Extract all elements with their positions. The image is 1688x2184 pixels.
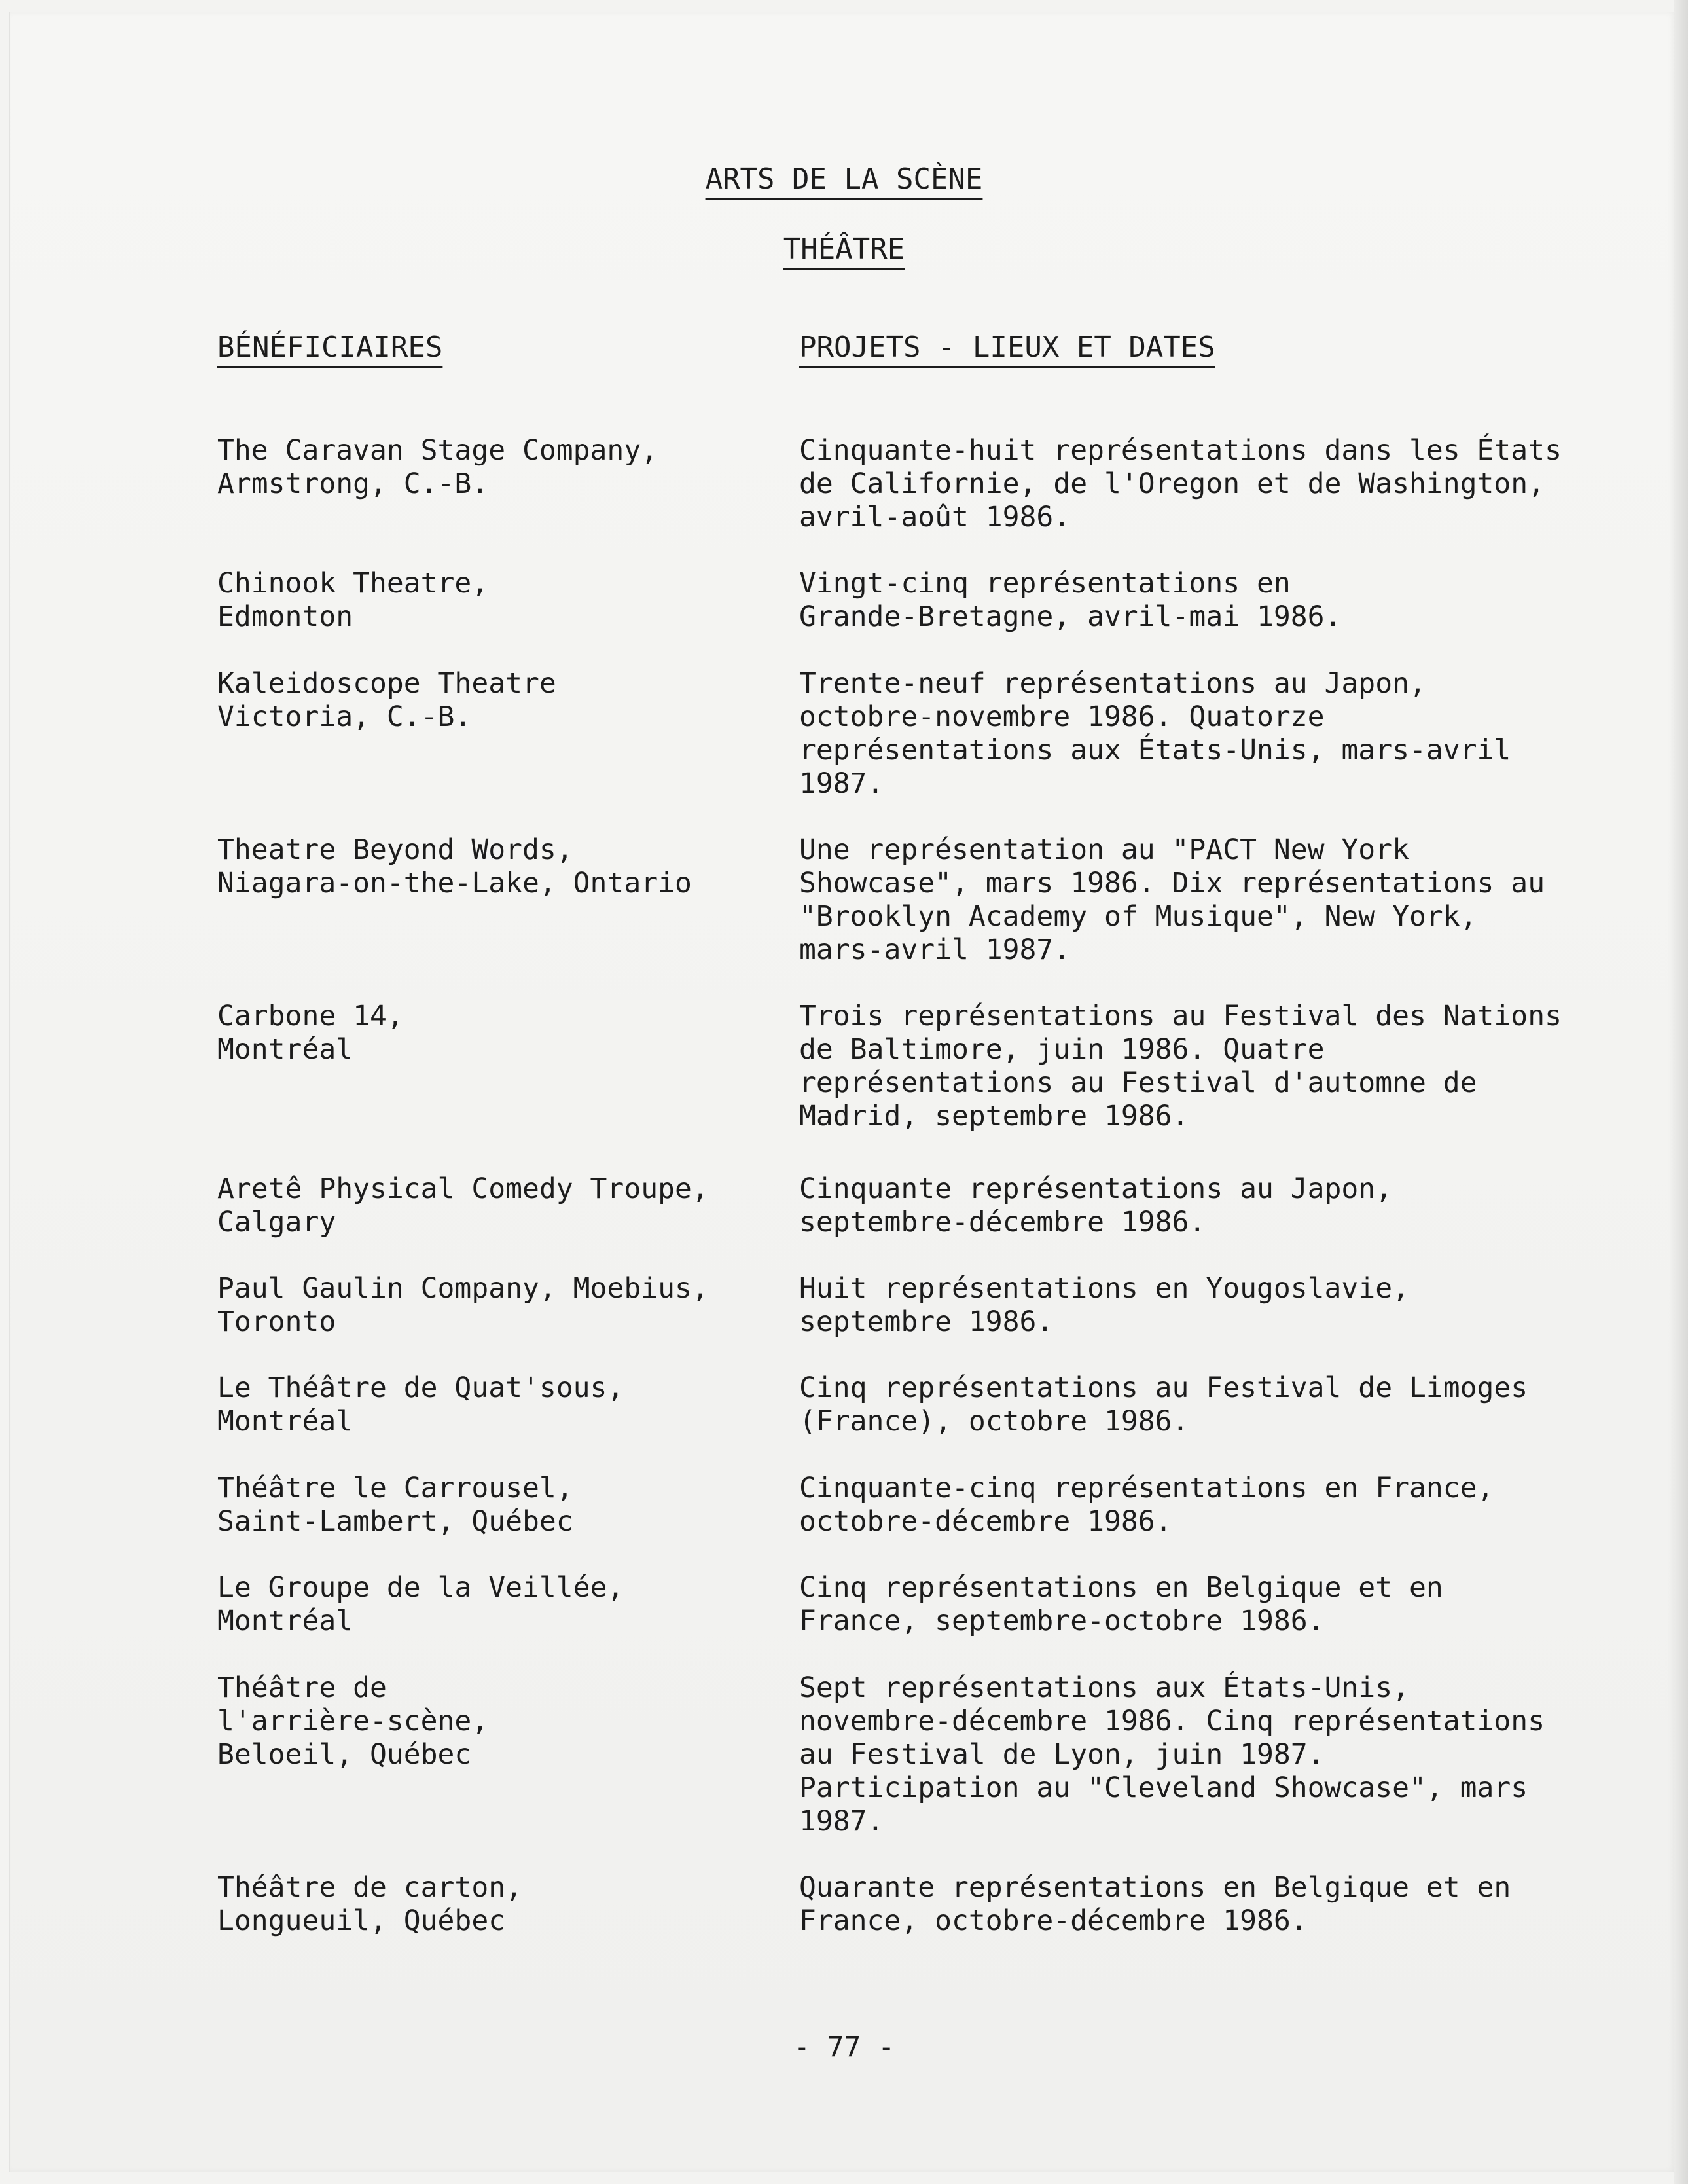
beneficiary-name: Paul Gaulin Company, Moebius, Toronto: [217, 1272, 709, 1338]
beneficiaries-header-text: BÉNÉFICIAIRES: [217, 331, 443, 364]
project-description: Huit représentations en Yougoslavie, septembre 1986.: [799, 1272, 1409, 1338]
beneficiary-name: Théâtre le Carrousel, Saint-Lambert, Québec: [217, 1472, 573, 1538]
project-description: Cinquante-cinq représentations en France, octobre-décembre 1986.: [799, 1472, 1494, 1538]
project-description: Cinquante représentations au Japon, septembre-décembre 1986.: [799, 1173, 1393, 1239]
project-description: Trente-neuf représentations au Japon, octobre-novembre 1986. Quatorze représentations aux États-Unis, mars-avril 1987.: [799, 667, 1511, 800]
beneficiary-name: The Caravan Stage Company, Armstrong, C.-B.: [217, 434, 658, 500]
projects-header: [799, 331, 1215, 364]
beneficiary-name: Kaleidoscope Theatre Victoria, C.-B.: [217, 667, 556, 733]
beneficiary-name: Théâtre de l'arrière-scène, Beloeil, Québec: [217, 1671, 489, 1771]
page-subtitle: [0, 232, 1688, 266]
page-title: [0, 162, 1688, 196]
project-description: Cinq représentations au Festival de Limoges (France), octobre 1986.: [799, 1372, 1528, 1438]
beneficiary-name: Chinook Theatre, Edmonton: [217, 567, 489, 633]
project-description: Une représentation au "PACT New York Showcase", mars 1986. Dix représentations au "Brooklyn Academy of Musique", New York, mars-avril 1987.: [799, 833, 1545, 966]
project-description: Trois représentations au Festival des Nations de Baltimore, juin 1986. Quatre représentations au Festival d'automne de Madrid, septembre 1986.: [799, 1000, 1562, 1133]
project-description: Sept représentations aux États-Unis, novembre-décembre 1986. Cinq représentations au Festival de Lyon, juin 1987. Participation au "Cleveland Showcase", mars 1987.: [799, 1671, 1545, 1838]
page-number: - 77 -: [793, 2031, 895, 2064]
project-description: Vingt-cinq représentations en Grande-Bretagne, avril-mai 1986.: [799, 567, 1342, 633]
beneficiary-name: Carbone 14, Montréal: [217, 1000, 404, 1066]
projects-header-text: PROJETS - LIEUX ET DATES: [799, 331, 1215, 364]
beneficiary-name: Aretê Physical Comedy Troupe, Calgary: [217, 1173, 709, 1239]
beneficiary-name: Le Groupe de la Veillée, Montréal: [217, 1571, 624, 1637]
beneficiaries-header: [217, 331, 442, 364]
project-description: Cinq représentations en Belgique et en France, septembre-octobre 1986.: [799, 1571, 1443, 1637]
page-title-text: ARTS DE LA SCÈNE: [705, 162, 983, 196]
project-description: Cinquante-huit représentations dans les États de Californie, de l'Oregon et de Washington, avril-août 1986.: [799, 434, 1562, 534]
beneficiary-name: Le Théâtre de Quat'sous, Montréal: [217, 1372, 624, 1438]
project-description: Quarante représentations en Belgique et en France, octobre-décembre 1986.: [799, 1871, 1511, 1937]
beneficiary-name: Theatre Beyond Words, Niagara-on-the-Lake, Ontario: [217, 833, 692, 900]
beneficiary-name: Théâtre de carton, Longueuil, Québec: [217, 1871, 522, 1937]
page-subtitle-text: THÉÂTRE: [783, 232, 905, 266]
page-edge: [1674, 0, 1688, 2184]
